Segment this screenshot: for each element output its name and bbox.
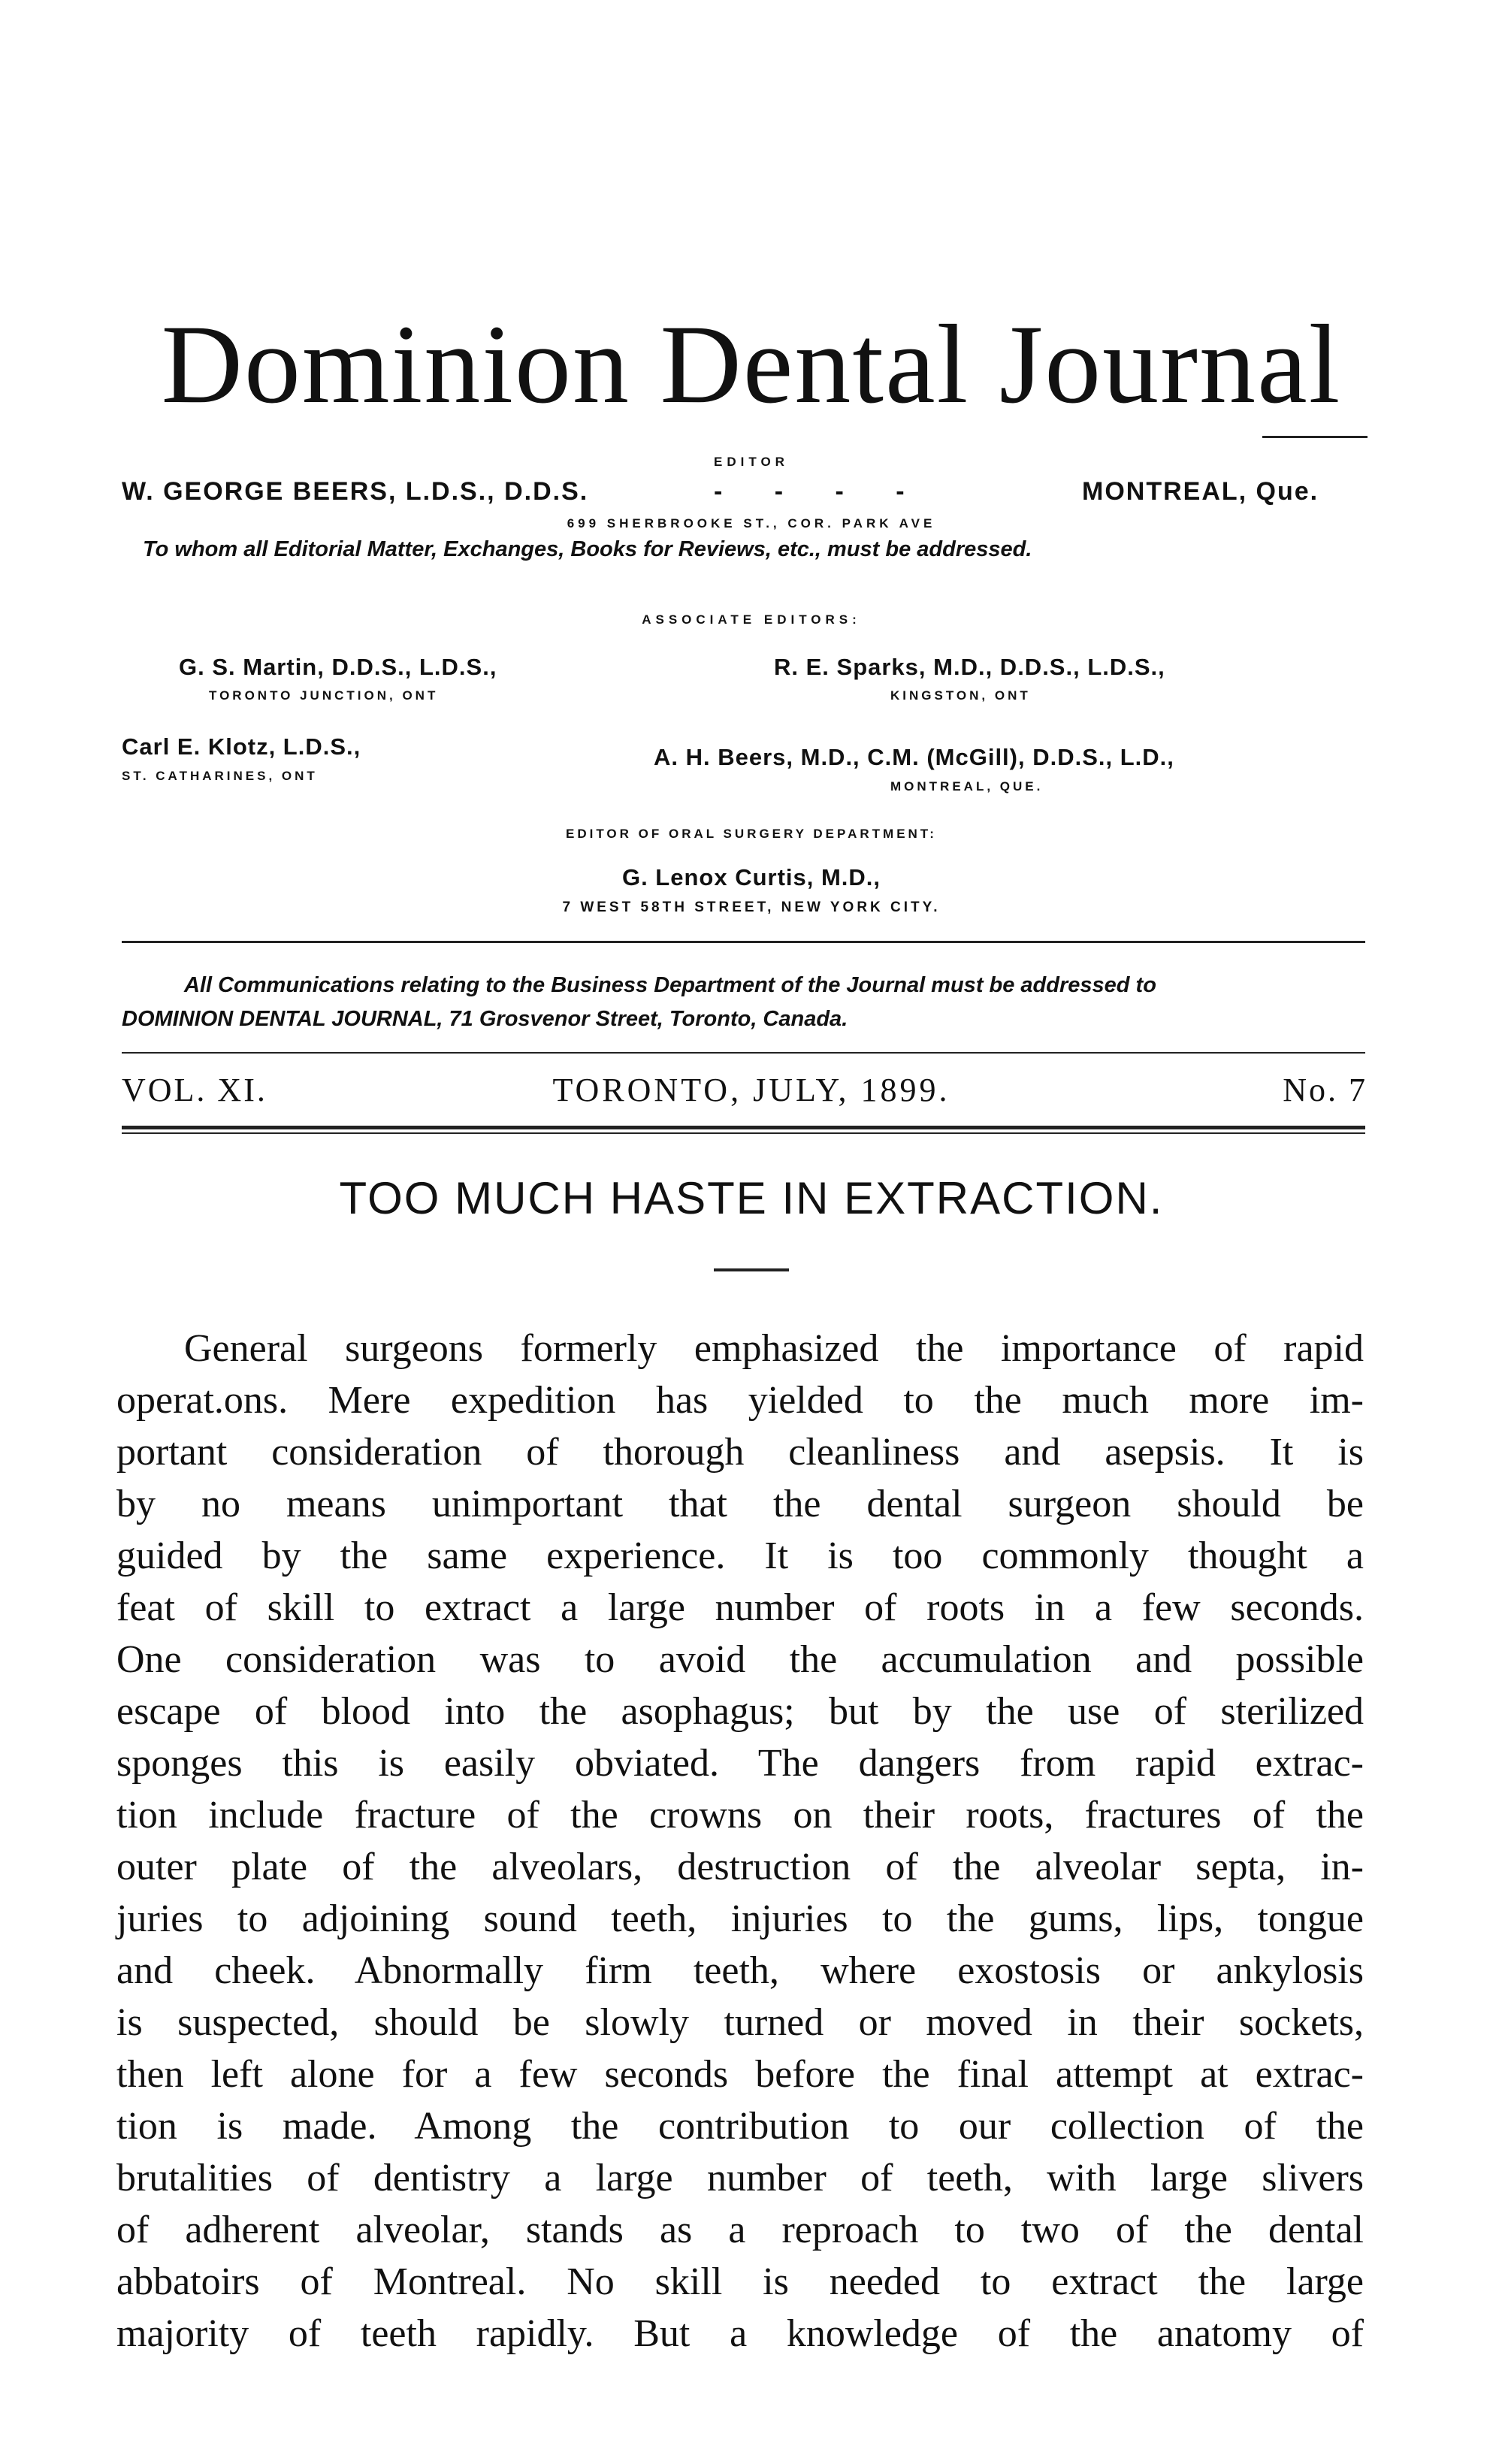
article-line: sponges this is easily obviated. The dangers from rapid extrac- [116, 1742, 1364, 1785]
associate-editors-label: ASSOCIATE EDITORS: [642, 612, 861, 627]
article-line: One consideration was to avoid the accumulation and possible [116, 1638, 1364, 1681]
volume-label: VOL. XI. [122, 1072, 267, 1108]
divider-rule-heavy [122, 1126, 1365, 1129]
article-line: by no means unimportant that the dental surgeon should be [116, 1483, 1364, 1525]
associate-place: MONTREAL, QUE. [890, 779, 1044, 794]
divider-rule [122, 941, 1365, 943]
article-line: abbatoirs of Montreal. No skill is needed to extract the large [116, 2260, 1364, 2303]
headline-rule [714, 1268, 789, 1271]
article-line: feat of skill to extract a large number of roots in a few seconds. [116, 1586, 1364, 1629]
article-headline: TOO MUCH HASTE IN EXTRACTION. [339, 1173, 1164, 1223]
article-line: is suspected, should be slowly turned or moved in their sockets, [116, 2001, 1364, 2044]
issue-number: No. 7 [1283, 1072, 1368, 1108]
article-line: majority of teeth rapidly. But a knowledge of the anatomy of [116, 2312, 1364, 2355]
article-line: of adherent alveolar, stands as a reproach to two of the dental [116, 2209, 1364, 2251]
editor-name: W. GEORGE BEERS, L.D.S., D.D.S. [122, 477, 589, 506]
issue-date: TORONTO, JULY, 1899. [552, 1072, 950, 1108]
business-address: DOMINION DENTAL JOURNAL, 71 Grosvenor Street, Toronto, Canada. [122, 1007, 848, 1031]
article-line: portant consideration of thorough cleanliness and asepsis. It is [116, 1431, 1364, 1474]
article-line: and cheek. Abnormally firm teeth, where exostosis or ankylosis [116, 1949, 1364, 1992]
article-line: escape of blood into the asophagus; but by the use of sterilized [116, 1690, 1364, 1733]
associate-place: TORONTO JUNCTION, ONT [209, 688, 439, 703]
article-line: tion include fracture of the crowns on their roots, fractures of the [116, 1794, 1364, 1837]
masthead-rule [1262, 436, 1368, 438]
divider-rule-thin [122, 1132, 1365, 1134]
divider-rule [122, 1052, 1365, 1054]
article-line: guided by the same experience. It is too commonly thought a [116, 1534, 1364, 1577]
editor-label: EDITOR [714, 455, 789, 469]
associate-name: G. S. Martin, D.D.S., L.D.S., [179, 654, 497, 680]
oral-surgery-label: EDITOR OF ORAL SURGERY DEPARTMENT: [566, 827, 937, 841]
oral-surgery-address: 7 WEST 58TH STREET, NEW YORK CITY. [562, 899, 941, 915]
article-line: tion is made. Among the contribution to our collection of the [116, 2105, 1364, 2148]
associate-name: A. H. Beers, M.D., C.M. (McGill), D.D.S., L.D., [654, 744, 1174, 770]
associate-name: R. E. Sparks, M.D., D.D.S., L.D.S., [774, 654, 1165, 680]
article-line: then left alone for a few seconds before the final attempt at extrac- [116, 2053, 1364, 2096]
masthead-title: Dominion Dental Journal [161, 302, 1342, 427]
editor-city: MONTREAL, Que. [1082, 477, 1319, 506]
article-body [116, 1323, 1364, 2360]
associate-name: Carl E. Klotz, L.D.S., [122, 733, 361, 760]
editor-address: 699 SHERBROOKE ST., COR. PARK AVE [567, 516, 936, 531]
business-notice: All Communications relating to the Business Department of the Journal must be addressed to [184, 973, 1156, 997]
editor-dashes: - - - - [714, 477, 927, 506]
article-line: outer plate of the alveolars, destruction of the alveolar septa, in- [116, 1846, 1364, 1888]
editorial-notice: To whom all Editorial Matter, Exchanges, Books for Reviews, etc., must be addressed. [143, 537, 1032, 561]
article-line: operat.ons. Mere expedition has yielded to the much more im- [116, 1379, 1364, 1422]
article-line: General surgeons formerly emphasized the importance of rapid [184, 1327, 1364, 1370]
associate-place: ST. CATHARINES, ONT [122, 769, 318, 783]
associate-place: KINGSTON, ONT [890, 688, 1031, 703]
oral-surgery-editor-name: G. Lenox Curtis, M.D., [621, 864, 881, 890]
article-line: juries to adjoining sound teeth, injuries to the gums, lips, tongue [116, 1897, 1364, 1940]
article-line: brutalities of dentistry a large number of teeth, with large slivers [116, 2157, 1364, 2199]
